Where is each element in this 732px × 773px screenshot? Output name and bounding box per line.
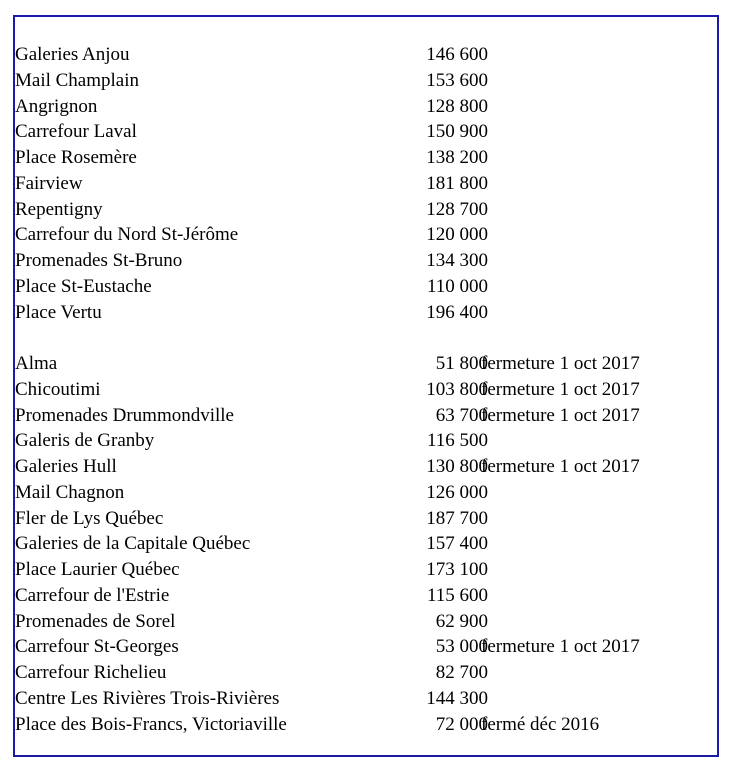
mall-value: 150 900 (426, 121, 488, 143)
mall-note: fermeture 1 oct 2017 (481, 456, 640, 477)
mall-note: fermeture 1 oct 2017 (481, 636, 640, 658)
mall-note: fermeture 1 oct 2017 (481, 404, 640, 426)
mall-value: 51 800 (435, 353, 488, 374)
mall-name: Galeries Hull (15, 456, 117, 477)
mall-name: Carrefour Laval (15, 121, 137, 143)
mall-note: fermé déc 2016 (481, 713, 600, 735)
mall-name: Promenades St-Bruno (15, 250, 183, 271)
mall-name: Place Vertu (15, 301, 102, 323)
mall-value: 120 000 (426, 224, 488, 246)
mall-name: Carrefour Richelieu (15, 662, 167, 683)
mall-name: Place Rosemère (15, 147, 137, 168)
mall-value: 153 600 (426, 69, 488, 91)
mall-name: Place des Bois-Francs, Victoriaville (15, 713, 287, 735)
mall-value: 138 200 (426, 147, 488, 168)
mall-name: Carrefour St-Georges (15, 636, 179, 658)
mall-note: fermeture 1 oct 2017 (481, 378, 640, 400)
mall-name: Promenades de Sorel (15, 610, 176, 632)
mall-value: 63 700 (435, 404, 488, 426)
mall-name: Place Laurier Québec (15, 559, 180, 580)
mall-value: 134 300 (426, 250, 488, 271)
mall-value: 110 000 (426, 275, 488, 297)
mall-value: 187 700 (426, 507, 488, 529)
mall-value: 181 800 (426, 172, 488, 194)
mall-value: 53 000 (435, 636, 488, 658)
mall-value: 144 300 (426, 687, 488, 709)
mall-name: Galeries de la Capitale Québec (15, 533, 251, 555)
mall-name: Galeris de Granby (15, 430, 155, 452)
mall-name: Mail Chagnon (15, 481, 125, 503)
mall-value: 196 400 (426, 301, 488, 323)
mall-name: Angrignon (15, 95, 98, 117)
mall-name: Centre Les Rivières Trois-Rivières (15, 687, 280, 709)
mall-value: 128 800 (426, 95, 488, 117)
mall-name: Carrefour du Nord St-Jérôme (15, 224, 239, 246)
mall-value: 82 700 (435, 662, 488, 683)
mall-name: Fairview (15, 172, 83, 194)
mall-name: Alma (15, 353, 58, 374)
mall-value: 130 800 (426, 456, 488, 477)
mall-value: 146 600 (426, 44, 488, 65)
mall-value: 103 800 (426, 378, 488, 400)
mall-name: Carrefour de l'Estrie (15, 584, 170, 606)
mall-name: Mail Champlain (15, 69, 140, 91)
mall-value: 116 500 (426, 430, 488, 452)
mall-name: Promenades Drummondville (15, 404, 234, 426)
mall-value: 62 900 (435, 610, 488, 632)
mall-value: 157 400 (426, 533, 488, 555)
mall-name: Chicoutimi (15, 378, 101, 400)
mall-value: 173 100 (426, 559, 488, 580)
mall-name: Repentigny (15, 198, 103, 220)
mall-value: 115 600 (426, 584, 488, 606)
mall-value: 72 000 (435, 713, 488, 735)
mall-note: fermeture 1 oct 2017 (481, 353, 640, 374)
mall-value: 126 000 (426, 481, 488, 503)
mall-name: Place St-Eustache (15, 275, 152, 297)
mall-value: 128 700 (426, 198, 488, 220)
mall-name: Fler de Lys Québec (15, 507, 164, 529)
mall-name: Galeries Anjou (15, 44, 130, 65)
